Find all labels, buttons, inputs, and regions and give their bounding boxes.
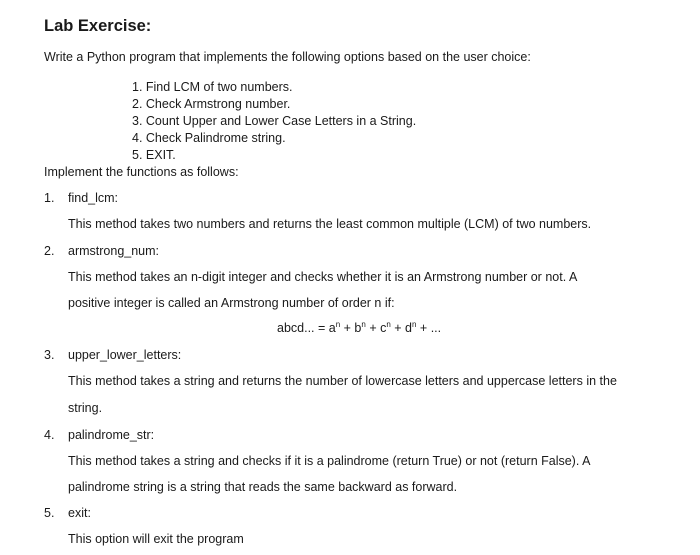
armstrong-formula [277,320,441,335]
function-description: This method takes two numbers and returns the least common multiple (LCM) of two numbers. [68,217,592,231]
formula-tail: + ... [416,321,442,335]
intro-paragraph: Write a Python program that implements the following options based on the user choice: [44,50,531,64]
function-description: positive integer is called an Armstrong number of order n if: [68,296,395,310]
formula-exponent: n [386,320,391,329]
option-item: 5. EXIT. [132,148,176,162]
function-description: string. [68,401,103,415]
function-name: armstrong_num: [68,244,160,258]
option-item: 3. Count Upper and Lower Case Letters in a String. [132,114,417,128]
option-item: 1. Find LCM of two numbers. [132,80,293,94]
implement-heading: Implement the functions as follows: [44,165,239,179]
function-description: This method takes a string and returns the number of lowercase letters and uppercase letters in the [68,374,617,388]
function-number: 1. [44,191,55,205]
function-number: 3. [44,348,55,362]
formula-exponent: n [412,320,417,329]
option-item: 4. Check Palindrome string. [132,131,286,145]
function-description: This option will exit the program [68,532,244,546]
function-name: palindrome_str: [68,428,155,442]
function-number: 5. [44,506,55,520]
function-number: 4. [44,428,55,442]
function-name: find_lcm: [68,191,119,205]
formula-exponent: n [335,320,341,329]
formula-lhs: abcd... = a [277,321,336,335]
function-description: This method takes an n-digit integer and checks whether it is an Armstrong number or not. A [68,270,578,284]
option-item: 2. Check Armstrong number. [132,97,291,111]
formula-term: + c [365,321,387,335]
function-name: upper_lower_letters: [68,348,182,362]
function-description: This method takes a string and checks if it is a palindrome (return True) or not (return False). A [68,454,591,468]
page-title: Lab Exercise: [44,17,152,35]
formula-exponent: n [361,320,366,329]
function-description: palindrome string is a string that reads the same backward as forward. [68,480,458,494]
function-number: 2. [44,244,55,258]
formula-term: + b [340,321,362,335]
formula-term: + d [390,321,412,335]
function-name: exit: [68,506,91,520]
